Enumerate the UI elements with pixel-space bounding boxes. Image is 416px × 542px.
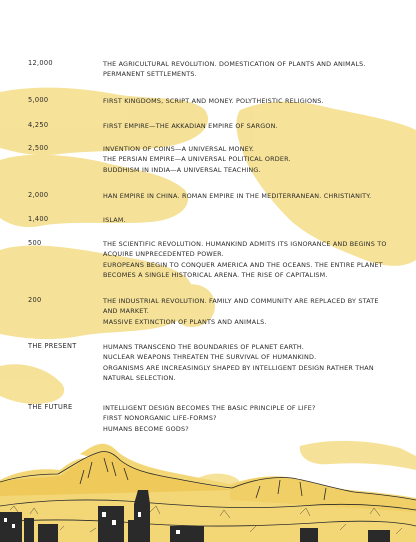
event-line: ORGANISMS ARE INCREASINGLY SHAPED BY INTELLIGENT DESIGN RATHER THAN [103,363,374,372]
timeline-date: 1,400 [28,215,49,223]
timeline-event [103,96,403,106]
event-line: HUMANS BECOME GODS? [103,424,189,433]
timeline-date: 4,250 [28,121,49,129]
event-line: THE INDUSTRIAL REVOLUTION. FAMILY AND COMMUNITY ARE REPLACED BY STATE [103,297,379,305]
event-line: BECOMES A SINGLE HISTORICAL ARENA. THE RISE OF CAPITALISM. [103,271,328,280]
event-line: THE SCIENTIFIC REVOLUTION. HUMANKIND ADMITS ITS IGNORANCE AND BEGINS TO [103,240,387,248]
event-line: ACQUIRE UNPRECEDENTED POWER. [103,250,224,259]
event-line: PERMANENT SETTLEMENTS. [103,70,197,79]
timeline-date: 500 [28,239,42,247]
timeline-date: 2,000 [28,191,49,199]
timeline-event [103,342,403,384]
event-line: NUCLEAR WEAPONS THREATEN THE SURVIVAL OF HUMANKIND. [103,353,317,362]
timeline-event [103,191,403,201]
timeline-date: 2,500 [28,144,49,152]
timeline-event [103,59,403,80]
timeline-event [103,215,403,225]
timeline-date: 12,000 [28,59,53,67]
event-line: THE AGRICULTURAL REVOLUTION. DOMESTICATION OF PLANTS AND ANIMALS. [103,60,366,68]
timeline-date: 200 [28,296,42,304]
timeline-event [103,121,403,131]
event-line: THE PERSIAN EMPIRE—A UNIVERSAL POLITICAL ORDER. [103,155,291,164]
event-line: EUROPEANS BEGIN TO CONQUER AMERICA AND THE OCEANS. THE ENTIRE PLANET [103,260,383,269]
timeline-date: THE FUTURE [28,403,73,411]
event-line: NATURAL SELECTION. [103,374,176,383]
timeline-date: THE PRESENT [28,342,77,350]
timeline-event [103,239,403,281]
timeline-event [103,403,403,434]
timeline-event [103,296,403,327]
event-line: HUMANS TRANSCEND THE BOUNDARIES OF PLANET EARTH. [103,343,304,351]
event-line: AND MARKET. [103,307,150,316]
event-line: FIRST NONORGANIC LIFE-FORMS? [103,414,217,423]
event-line: ISLAM. [103,216,126,224]
event-line: MASSIVE EXTINCTION OF PLANTS AND ANIMALS. [103,317,267,326]
event-line: INTELLIGENT DESIGN BECOMES THE BASIC PRINCIPLE OF LIFE? [103,404,316,412]
event-line: FIRST KINGDOMS, SCRIPT AND MONEY. POLYTHEISTIC RELIGIONS. [103,97,324,105]
event-line: BUDDHISM IN INDIA—A UNIVERSAL TEACHING. [103,165,261,174]
timeline-date: 5,000 [28,96,49,104]
timeline-event [103,144,403,175]
event-line: FIRST EMPIRE—THE AKKADIAN EMPIRE OF SARGON. [103,122,278,130]
event-line: HAN EMPIRE IN CHINA. ROMAN EMPIRE IN THE MEDITERRANEAN. CHRISTIANITY. [103,192,372,200]
event-line: INVENTION OF COINS—A UNIVERSAL MONEY. [103,145,254,153]
